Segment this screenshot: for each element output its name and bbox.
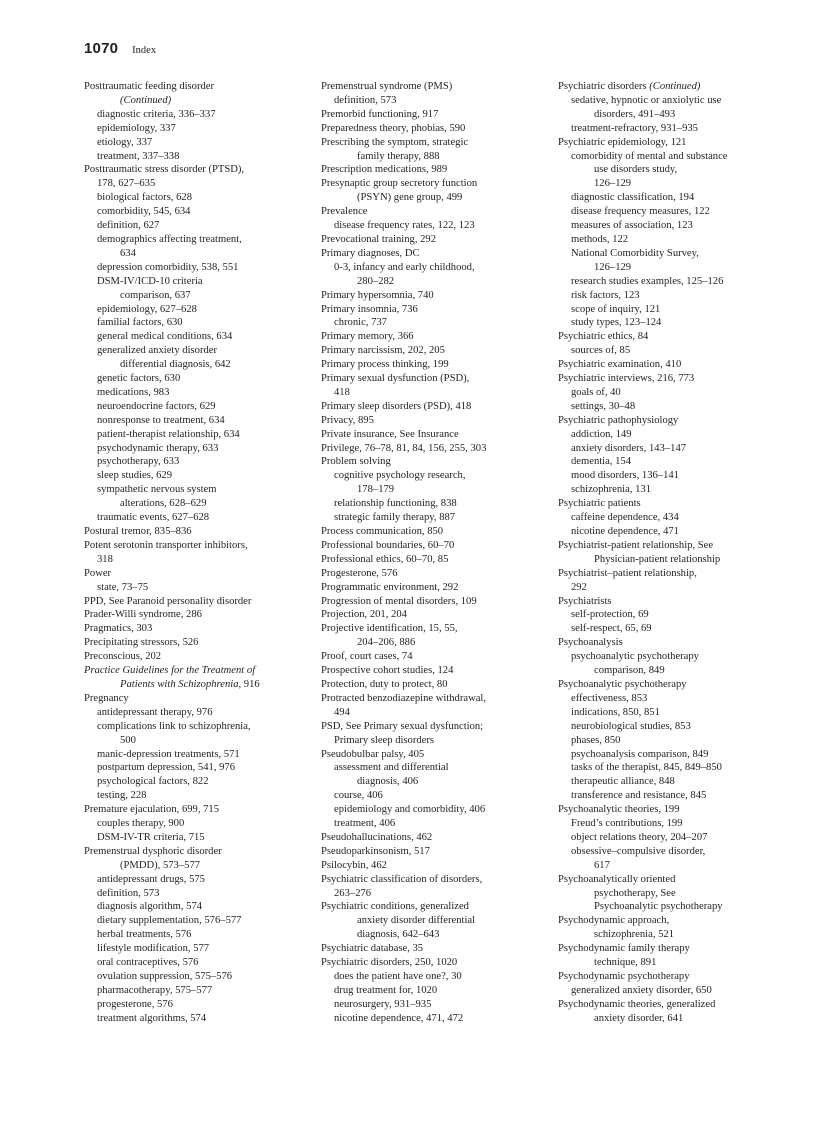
index-entry: relationship functioning, 838: [334, 498, 457, 510]
index-entry: comorbidity, 545, 634: [97, 206, 191, 218]
index-entry: treatment-refractory, 931–935: [571, 122, 698, 134]
index-entry: goals of, 40: [571, 386, 621, 398]
index-entry: Psychiatric pathophysiology: [558, 414, 679, 426]
index-entry: caffeine dependence, 434: [571, 512, 679, 524]
index-entry: psychoanalytic psychotherapy: [571, 651, 699, 663]
index-entry: anxiety disorders, 143–147: [571, 442, 687, 454]
index-entry: schizophrenia, 521: [594, 929, 675, 941]
index-entry: Psychiatric patients: [558, 498, 641, 510]
index-column-3: [558, 80, 798, 1026]
index-entry: complications link to schizophrenia,: [97, 720, 251, 732]
index-entry: Potent serotonin transporter inhibitors,: [84, 539, 248, 551]
index-entry: Premature ejaculation, 699, 715: [84, 804, 220, 816]
index-entry: Psychoanalytic psychotherapy: [594, 901, 723, 913]
index-entry: biological factors, 628: [97, 192, 193, 204]
index-entry: Posttraumatic stress disorder (PTSD),: [84, 164, 245, 176]
index-entry: neurosurgery, 931–935: [334, 998, 432, 1010]
index-entry: drug treatment for, 1020: [334, 984, 438, 996]
index-entry: Physician-patient relationship: [594, 553, 721, 565]
index-entry: pharmacotherapy, 575–577: [97, 984, 213, 996]
index-entry: ovulation suppression, 575–576: [97, 971, 233, 982]
index-entry: diagnosis, 642–643: [357, 929, 440, 941]
index-entry: scope of inquiry, 121: [571, 303, 661, 315]
index-entry: progesterone, 576: [97, 998, 173, 1010]
index-entry: manic-depression treatments, 571: [97, 748, 240, 760]
index-entry: National Comorbidity Survey,: [571, 247, 699, 259]
index-entry: comorbidity of mental and substance: [571, 150, 728, 162]
index-entry: Prevocational training, 292: [321, 233, 437, 245]
index-entry: Presynaptic group secretory function: [321, 178, 478, 190]
index-entry: 178, 627–635: [97, 178, 156, 190]
index-entry: 318: [97, 553, 113, 565]
index-entry: 126–129: [594, 178, 632, 190]
index-entry: Pseudohallucinations, 462: [321, 831, 433, 843]
index-entry: Private insurance, See Insurance: [321, 428, 459, 440]
index-entry: Preparedness theory, phobias, 590: [321, 122, 466, 134]
index-entry: neuroendocrine factors, 629: [97, 400, 216, 412]
index-entry: Psychoanalytically oriented: [558, 873, 676, 885]
index-entry: nicotine dependence, 471, 472: [334, 1012, 464, 1024]
index-entry: Psychiatrist–patient relationship,: [558, 567, 697, 579]
index-entry: cognitive psychology research,: [334, 470, 466, 482]
index-entry: settings, 30–48: [571, 400, 636, 412]
index-entry: disease frequency measures, 122: [571, 206, 710, 218]
index-entry: effectiveness, 853: [571, 692, 648, 704]
index-entry: diagnosis algorithm, 574: [97, 901, 203, 913]
index-entry: treatment algorithms, 574: [97, 1012, 207, 1024]
index-column-2: [321, 80, 553, 1026]
index-entry: antidepressant drugs, 575: [97, 873, 205, 885]
index-entry: Protracted benzodiazepine withdrawal,: [321, 692, 487, 704]
index-entry: dementia, 154: [571, 456, 632, 468]
index-entry: Primary diagnoses, DC: [321, 247, 420, 259]
index-entry: research studies examples, 125–126: [571, 275, 724, 287]
index-entry: psychodynamic therapy, 633: [97, 442, 219, 454]
index-entry: Prescription medications, 989: [321, 164, 448, 176]
index-entry: generalized anxiety disorder: [97, 345, 218, 357]
index-entry: Psychiatric examination, 410: [558, 359, 682, 371]
index-entry: definition, 573: [334, 94, 397, 106]
index-entry: Psychoanalytic theories, 199: [558, 804, 680, 816]
index-entry: 617: [594, 859, 610, 871]
index-entry: demographics affecting treatment,: [97, 233, 242, 245]
index-entry: 178–179: [357, 484, 395, 496]
index-entry: Psychiatric disorders (Continued): [558, 81, 701, 92]
index-entry: 292: [571, 581, 587, 593]
index-entry: 418: [334, 386, 350, 398]
index-entry: antidepressant therapy, 976: [97, 706, 213, 718]
index-entry: Professional ethics, 60–70, 85: [321, 553, 449, 565]
index-entry: DSM-IV-TR criteria, 715: [97, 831, 205, 843]
index-entry: disorders, 491–493: [594, 108, 676, 120]
index-entry: epidemiology and comorbidity, 406: [334, 804, 486, 816]
index-entry: object relations theory, 204–207: [571, 831, 708, 843]
index-entry: chronic, 737: [334, 317, 387, 329]
index-entry: Psychiatric classification of disorders,: [321, 873, 483, 885]
index-entry: diagnostic criteria, 336–337: [97, 108, 216, 120]
index-entry: Primary process thinking, 199: [321, 359, 449, 371]
index-entry: Premenstrual syndrome (PMS): [321, 81, 453, 92]
index-entry: couples therapy, 900: [97, 818, 185, 830]
index-entry: Precipitating stressors, 526: [84, 637, 199, 649]
index-entry: Psychiatric interviews, 216, 773: [558, 373, 695, 385]
index-entry: Premenstrual dysphoric disorder: [84, 845, 222, 857]
index-entry: 126–129: [594, 261, 632, 273]
index-entry: Primary memory, 366: [321, 331, 414, 343]
index-entry: schizophrenia, 131: [571, 484, 652, 496]
index-entry: Problem solving: [321, 456, 391, 468]
index-entry: comparison, 637: [120, 289, 191, 301]
index-entry: Psychiatric database, 35: [321, 943, 424, 955]
index-entry: genetic factors, 630: [97, 373, 181, 385]
index-entry: testing, 228: [97, 790, 147, 802]
index-entry: herbal treatments, 576: [97, 929, 192, 941]
index-entry: traumatic events, 627–628: [97, 512, 210, 524]
index-entry: 634: [120, 247, 136, 259]
index-entry: 263–276: [334, 887, 372, 899]
index-entry: 0-3, infancy and early childhood,: [334, 261, 475, 273]
index-entry: technique, 891: [594, 957, 657, 969]
index-entry: Prevalence: [321, 206, 368, 218]
index-entry: Pragmatics, 303: [84, 623, 153, 635]
index-entry: study types, 123–124: [571, 317, 662, 329]
index-entry: course, 406: [334, 790, 383, 802]
index-entry: Pseudobulbar palsy, 405: [321, 748, 425, 760]
index-entry: tasks of the therapist, 845, 849–850: [571, 762, 722, 774]
index-entry: (PMDD), 573–577: [120, 859, 201, 871]
index-entry: addiction, 149: [571, 428, 632, 440]
index-entry: 280–282: [357, 275, 395, 287]
page-header: [84, 40, 156, 58]
index-entry: Process communication, 850: [321, 526, 444, 537]
index-entry: therapeutic alliance, 848: [571, 776, 675, 788]
index-column-1: [84, 80, 316, 1026]
index-entry: general medical conditions, 634: [97, 331, 233, 343]
index-entry: does the patient have one?, 30: [334, 971, 462, 982]
index-entry: dietary supplementation, 576–577: [97, 915, 242, 927]
index-entry: 500: [120, 734, 136, 746]
index-entry: comparison, 849: [594, 665, 665, 677]
index-entry: definition, 627: [97, 220, 160, 232]
index-entry: Proof, court cases, 74: [321, 651, 413, 663]
index-entry: oral contraceptives, 576: [97, 957, 199, 969]
index-entry: Psychodynamic psychotherapy: [558, 971, 690, 982]
index-entry: Psychoanalytic psychotherapy: [558, 678, 687, 690]
index-entry: (PSYN) gene group, 499: [357, 192, 463, 204]
index-entry: sympathetic nervous system: [97, 484, 217, 496]
index-entry: Psychiatric ethics, 84: [558, 331, 649, 343]
index-entry: Primary sexual dysfunction (PSD),: [321, 373, 470, 385]
index-entry: epidemiology, 337: [97, 122, 176, 134]
index-entry: transference and resistance, 845: [571, 790, 707, 802]
index-entry: medications, 983: [97, 386, 170, 398]
index-entry: family therapy, 888: [357, 150, 440, 162]
index-entry: Psychiatrists: [558, 595, 612, 607]
index-entry: Psychodynamic theories, generalized: [558, 998, 716, 1010]
index-entry: Protection, duty to protect, 80: [321, 678, 448, 690]
index-entry: Psychoanalysis: [558, 637, 623, 649]
index-entry: alterations, 628–629: [120, 498, 207, 510]
running-head: Index: [132, 45, 157, 56]
index-entry: diagnostic classification, 194: [571, 192, 695, 204]
index-entry: Psychiatrist-patient relationship, See: [558, 539, 714, 551]
index-entry: obsessive–compulsive disorder,: [571, 845, 706, 857]
index-entry: nicotine dependence, 471: [571, 526, 679, 537]
index-entry: Freud’s contributions, 199: [571, 818, 683, 830]
index-entry: 494: [334, 706, 350, 718]
index-entry: risk factors, 123: [571, 289, 640, 301]
index-entry: Projection, 201, 204: [321, 609, 407, 621]
index-entry: depression comorbidity, 538, 551: [97, 261, 239, 273]
index-entry: self-respect, 65, 69: [571, 623, 652, 635]
index-entry: Prescribing the symptom, strategic: [321, 136, 469, 148]
index-entry: mood disorders, 136–141: [571, 470, 679, 482]
index-entry: methods, 122: [571, 233, 629, 245]
index-entry: Privilege, 76–78, 81, 84, 156, 255, 303: [321, 442, 487, 454]
index-entry: Progression of mental disorders, 109: [321, 595, 477, 607]
index-entry: Privacy, 895: [321, 414, 374, 426]
index-entry: familial factors, 630: [97, 317, 183, 329]
index-entry: Primary sleep disorders (PSD), 418: [321, 400, 472, 412]
index-entry: indications, 850, 851: [571, 706, 660, 718]
index-entry: disease frequency rates, 122, 123: [334, 220, 475, 232]
index-entry: Preconscious, 202: [84, 651, 162, 663]
index-entry: Pregnancy: [84, 692, 129, 704]
index-entry: Professional boundaries, 60–70: [321, 539, 455, 551]
index-entry: neurobiological studies, 853: [571, 720, 691, 732]
index-entry: Pseudoparkinsonism, 517: [321, 845, 430, 857]
index-entry: lifestyle modification, 577: [97, 943, 210, 955]
index-entry: generalized anxiety disorder, 650: [571, 984, 712, 996]
index-entry: assessment and differential: [334, 762, 449, 774]
index-entry: DSM-IV/ICD-10 criteria: [97, 275, 203, 287]
index-entry: diagnosis, 406: [357, 776, 419, 788]
index-entry: anxiety disorder differential: [357, 915, 476, 927]
index-entry: Psychiatric epidemiology, 121: [558, 136, 687, 148]
index-entry: psychotherapy, 633: [97, 456, 180, 468]
index-entry: differential diagnosis, 642: [120, 359, 231, 371]
index-entry: psychoanalysis comparison, 849: [571, 748, 709, 760]
index-entry: Psilocybin, 462: [321, 859, 387, 871]
index-entry: state, 73–75: [97, 581, 149, 593]
index-entry: phases, 850: [571, 734, 621, 746]
index-entry: measures of association, 123: [571, 220, 693, 232]
index-entry: Premorbid functioning, 917: [321, 108, 439, 120]
index-entry: Posttraumatic feeding disorder: [84, 81, 215, 92]
index-entry: definition, 573: [97, 887, 160, 899]
index-entry: nonresponse to treatment, 634: [97, 414, 225, 426]
index-entry: self-protection, 69: [571, 609, 649, 621]
index-entry: PPD, See Paranoid personality disorder: [84, 595, 252, 607]
index-entry: Power: [84, 567, 112, 579]
index-entry: Prospective cohort studies, 124: [321, 665, 454, 677]
index-entry: Primary hypersomnia, 740: [321, 289, 434, 301]
index-entry: anxiety disorder, 641: [594, 1012, 684, 1024]
index-entry: strategic family therapy, 887: [334, 512, 456, 524]
index-entry: epidemiology, 627–628: [97, 303, 197, 315]
index-entry: Practice Guidelines for the Treatment of: [84, 665, 256, 677]
index-entry: Psychodynamic family therapy: [558, 943, 690, 955]
index-entry: psychotherapy, See: [594, 887, 676, 899]
index-entry: Programmatic environment, 292: [321, 581, 459, 593]
index-entry: Psychiatric disorders, 250, 1020: [321, 957, 458, 969]
index-entry: Patients with Schizophrenia, 916: [120, 678, 260, 690]
page-number: 1070: [84, 40, 119, 57]
index-entry: psychological factors, 822: [97, 776, 209, 788]
index-entry: use disorders study,: [594, 164, 678, 176]
index-entry: treatment, 406: [334, 818, 396, 830]
index-entry: Postural tremor, 835–836: [84, 526, 192, 537]
index-entry: sleep studies, 629: [97, 470, 173, 482]
index-entry: etiology, 337: [97, 136, 153, 148]
index-entry: Progesterone, 576: [321, 567, 398, 579]
index-entry: Prader-Willi syndrome, 286: [84, 609, 202, 621]
index-entry: treatment, 337–338: [97, 150, 180, 162]
index-entry: Primary narcissism, 202, 205: [321, 345, 445, 357]
index-entry: postpartum depression, 541, 976: [97, 762, 235, 774]
index-entry: (Continued): [120, 94, 172, 106]
index-entry: Psychodynamic approach,: [558, 915, 670, 927]
index-entry: Psychiatric conditions, generalized: [321, 901, 469, 913]
index-entry: sources of, 85: [571, 345, 631, 357]
index-entry: patient-therapist relationship, 634: [97, 428, 240, 440]
index-entry: Projective identification, 15, 55,: [321, 623, 458, 635]
index-entry: sedative, hypnotic or anxiolytic use: [571, 94, 722, 106]
index-entry: Primary insomnia, 736: [321, 303, 418, 315]
index-entry: PSD, See Primary sexual dysfunction;: [321, 720, 484, 732]
index-entry: Primary sleep disorders: [334, 734, 435, 746]
index-entry: 204–206, 886: [357, 637, 416, 649]
